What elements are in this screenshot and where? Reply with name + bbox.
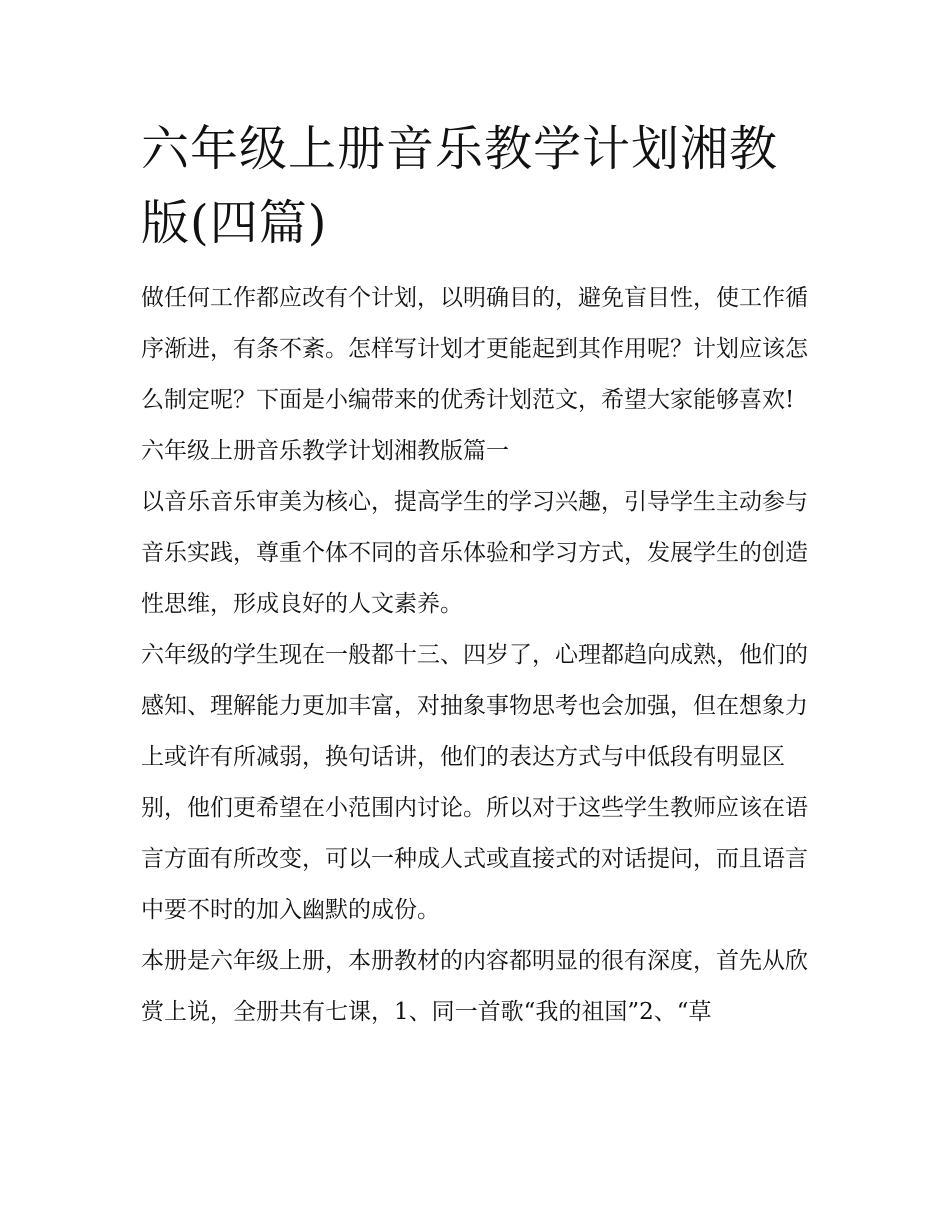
intro-paragraph: 做任何工作都应改有个计划，以明确目的，避免盲目性，使工作循序渐进，有条不紊。怎样写计划才更能起到其作用呢？计划应该怎么制定呢？下面是小编带来的优秀计划范文，希望大家能够喜欢! xyxy=(141,285,808,413)
body-paragraph: 本册是六年级上册，本册教材的内容都明显的很有深度，首先从欣赏上说，全册共有七课，1、同一首歌“我的祖国”2、“草 xyxy=(141,948,808,1025)
document-page xyxy=(141,112,813,1038)
document-body xyxy=(141,273,813,1038)
section-heading: 六年级上册音乐教学计划湘教版篇一 xyxy=(141,438,509,464)
document-title: 六年级上册音乐教学计划湘教版(四篇) xyxy=(141,121,779,251)
body-paragraph: 六年级的学生现在一般都十三、四岁了，心理都趋向成熟，他们的感知、理解能力更加丰富，对抽象事物思考也会加强，但在想象力上或许有所减弱，换句话讲，他们的表达方式与中低段有明显区别，他们更希望在小范围内讨论。所以对于这些学生教师应该在语言方面有所改变，可以一种成人式或直接式的对话提问，而且语言中要不时的加入幽默的成份。 xyxy=(141,642,808,923)
body-paragraph: 以音乐音乐审美为核心，提高学生的学习兴趣，引导学生主动参与音乐实践，尊重个体不同的音乐体验和学习方式，发展学生的创造性思维，形成良好的人文素养。 xyxy=(141,489,808,617)
